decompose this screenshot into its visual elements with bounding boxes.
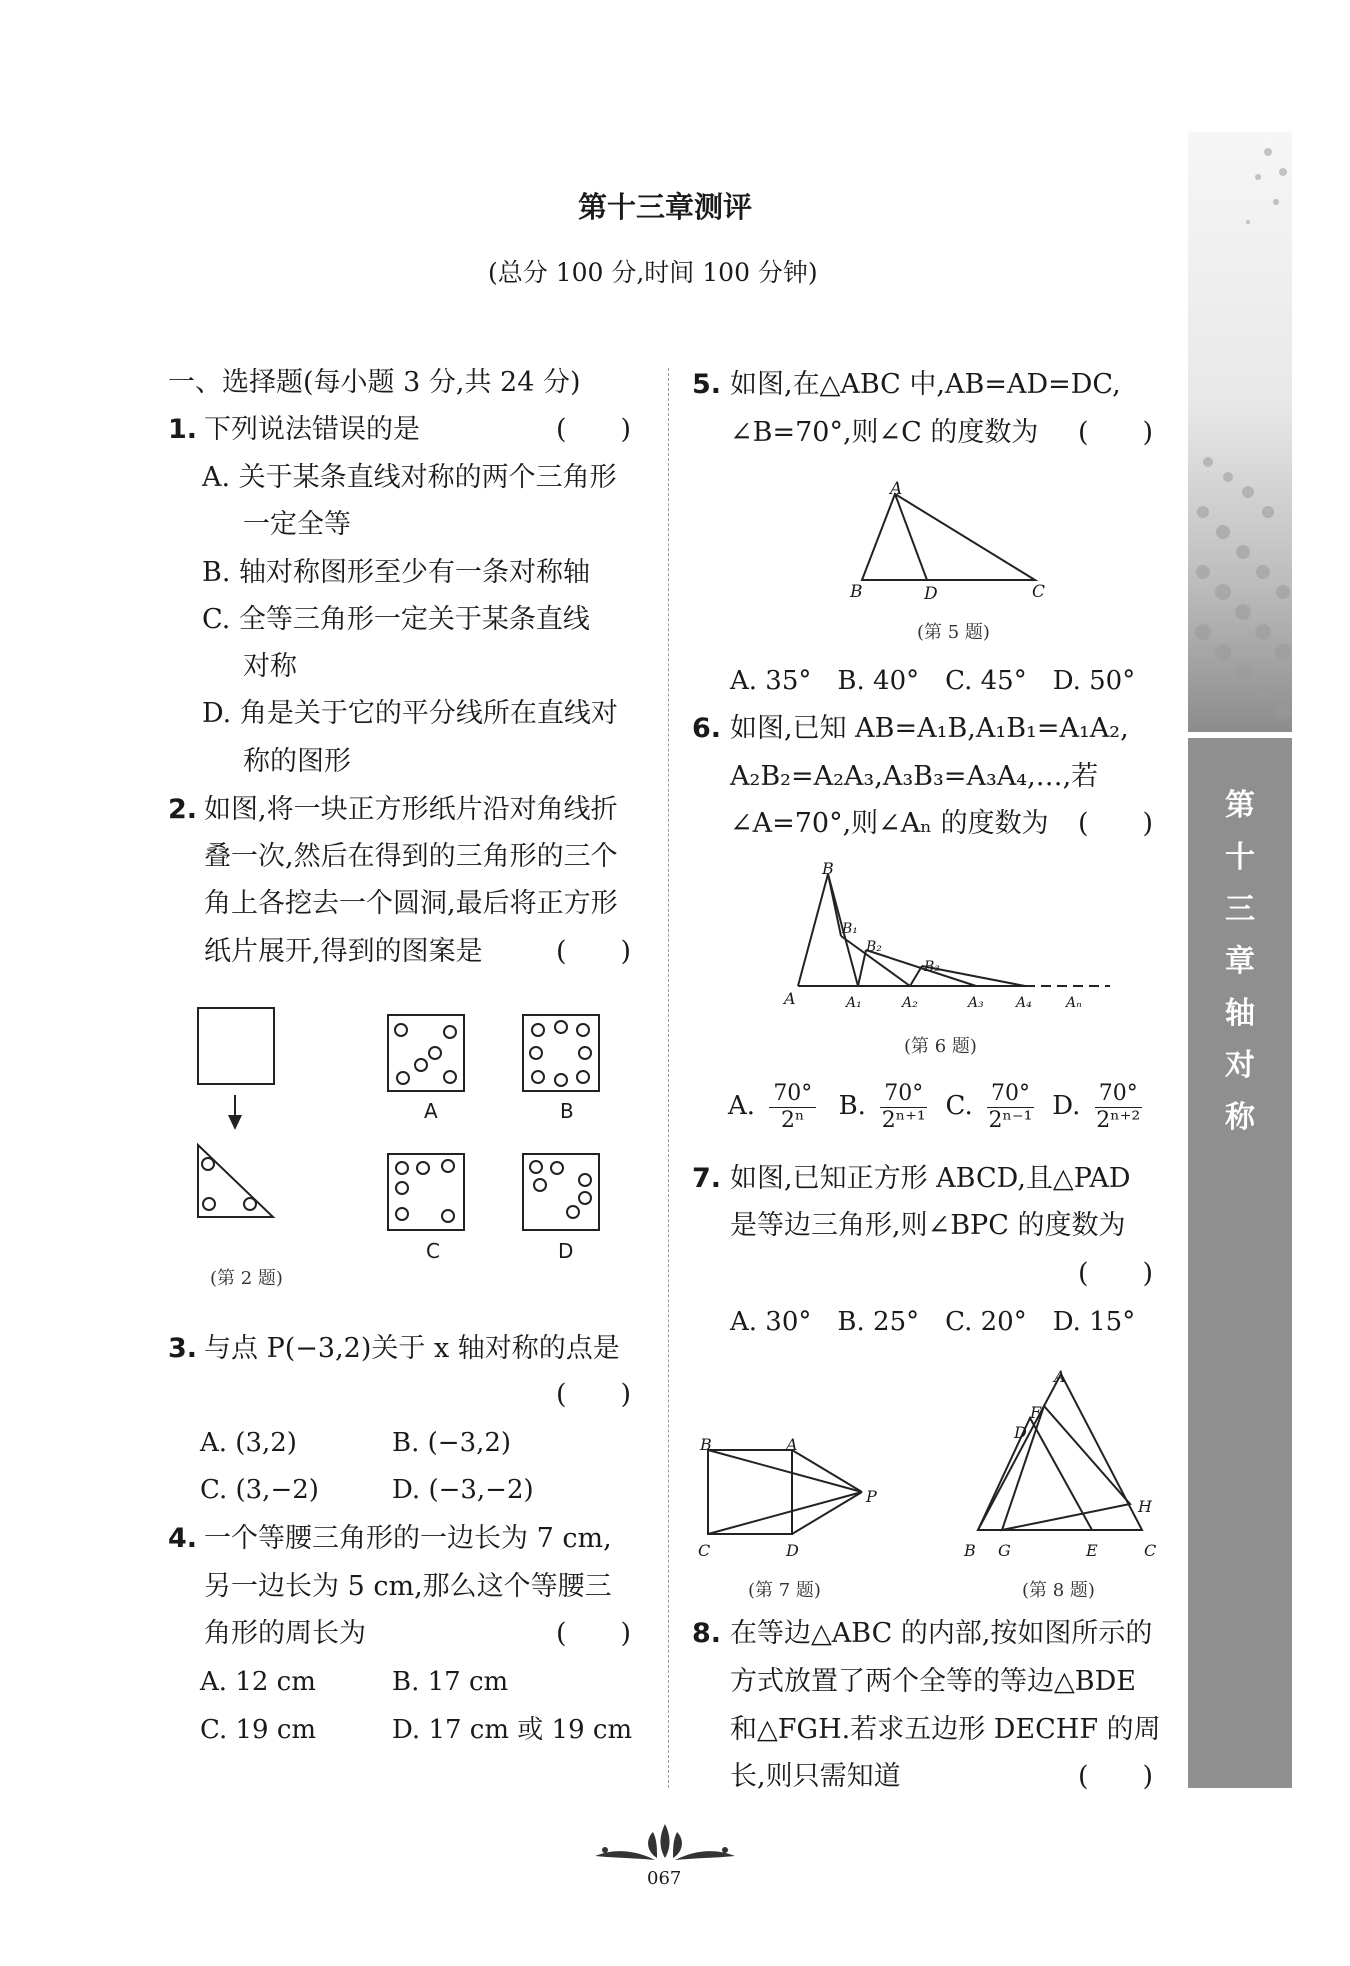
q4-option-a: A. 12 cm <box>200 1667 316 1697</box>
q1-option-b: B. 轴对称图形至少有一条对称轴 <box>202 557 591 588</box>
page-number: 067 <box>647 1868 682 1889</box>
q2-line-2: 叠一次,然后在得到的三角形的三个 <box>204 841 618 872</box>
q1-stem: 下列说法错误的是 <box>204 414 420 445</box>
q6-label-a2: A₂ <box>902 995 918 1011</box>
q5-options: A. 35° B. 40° C. 45° D. 50° <box>730 666 1136 696</box>
q6-option-b-fraction: $\frac{70^\circ}{\text{2ⁿ⁺¹}}$ <box>881 1080 926 1133</box>
q7-line-1: 如图,已知正方形 ABCD,且△PAD <box>730 1163 1131 1194</box>
q4-line-2: 另一边长为 5 cm,那么这个等腰三 <box>204 1571 612 1602</box>
q2-label-b: B <box>560 1099 574 1123</box>
halftone-decoration <box>1188 132 1292 732</box>
q4-option-b: B. 17 cm <box>392 1667 509 1697</box>
q1-number: 1. <box>168 414 198 445</box>
q7-square-abcd <box>708 1450 792 1534</box>
q7-line-2: 是等边三角形,则∠BPC 的度数为 <box>730 1210 1126 1241</box>
q1-option-c: C. 全等三角形一定关于某条直线 <box>202 604 590 635</box>
q5-caption: (第 5 题) <box>917 622 990 643</box>
q2-label-c: C <box>426 1239 440 1263</box>
q5-triangle-abc <box>862 494 1035 580</box>
q6-option-c-label: C. <box>945 1091 973 1121</box>
q1-option-a-cont: 一定全等 <box>243 509 351 540</box>
q3-stem: 与点 P(−3,2)关于 x 轴对称的点是 <box>204 1333 620 1364</box>
q8-label-c: C <box>1144 1541 1157 1560</box>
q5-segment-ad <box>895 494 927 580</box>
q4-line-1: 一个等腰三角形的一边长为 7 cm, <box>204 1523 612 1554</box>
section-heading: 一、选择题(每小题 3 分,共 24 分) <box>168 367 581 398</box>
q6-line-3: ∠A=70°,则∠Aₙ 的度数为 <box>730 808 1049 839</box>
q3-option-b: B. (−3,2) <box>392 1428 512 1458</box>
q4-answer-paren: ( ) <box>556 1618 632 1649</box>
q2-label-d: D <box>558 1239 574 1263</box>
q6-label-b: B <box>822 859 834 878</box>
q3-answer-paren: ( ) <box>556 1379 632 1410</box>
q4-number: 4. <box>168 1523 198 1554</box>
q6-label-a: A <box>784 989 796 1008</box>
column-divider <box>668 368 669 1788</box>
q6-number: 6. <box>692 713 722 744</box>
q7-label-a: A <box>786 1435 798 1454</box>
q6-option-c-fraction: $\frac{70^\circ}{\text{2ⁿ⁻¹}}$ <box>988 1080 1033 1133</box>
q6-label-an: Aₙ <box>1066 995 1082 1011</box>
q8-line-4: 长,则只需知道 <box>730 1761 901 1792</box>
q6-label-a1: A₁ <box>846 995 862 1011</box>
q2-square <box>198 1008 274 1084</box>
q1-option-d-cont: 称的图形 <box>243 746 351 777</box>
q8-label-d: D <box>1014 1423 1027 1442</box>
q7-label-b: B <box>700 1435 712 1454</box>
q4-line-3: 角形的周长为 <box>204 1618 366 1649</box>
q6-label-b1: B₁ <box>842 921 858 937</box>
q5-label-a: A <box>890 479 903 499</box>
q7-number: 7. <box>692 1163 722 1194</box>
q5-label-b: B <box>850 582 863 602</box>
q8-line-1: 在等边△ABC 的内部,按如图所示的 <box>730 1618 1153 1649</box>
q8-number: 8. <box>692 1618 722 1649</box>
q6-option-a-fraction: $\frac{70^\circ}{\text{2ⁿ}}$ <box>769 1081 816 1134</box>
q6-caption: (第 6 题) <box>904 1036 977 1057</box>
q2-folded-triangle <box>198 1145 273 1217</box>
q6-line-2: A₂B₂=A₂A₃,A₃B₃=A₃A₄,…,若 <box>730 761 1099 792</box>
q7-label-p: P <box>866 1487 877 1506</box>
footer-ornament <box>585 1818 745 1868</box>
q5-answer-paren: ( ) <box>1078 417 1154 448</box>
q2-answer-paren: ( ) <box>556 936 632 967</box>
q7-label-c: C <box>698 1541 711 1560</box>
q8-label-g: G <box>998 1541 1011 1560</box>
q2-line-3: 角上各挖去一个圆洞,最后将正方形 <box>204 888 618 919</box>
q6-option-d-fraction: $\frac{70^\circ}{\text{2ⁿ⁺²}}$ <box>1096 1080 1141 1133</box>
q5-number: 5. <box>692 369 722 400</box>
q8-label-b: B <box>964 1541 976 1560</box>
q6-label-b3: B₃ <box>924 959 940 975</box>
q1-answer-paren: ( ) <box>556 414 632 445</box>
q2-label-a: A <box>424 1099 438 1123</box>
q4-option-c: C. 19 cm <box>200 1715 317 1745</box>
q7-caption: (第 7 题) <box>748 1580 821 1601</box>
q8-label-f: F <box>1030 1403 1042 1422</box>
q8-line-3: 和△FGH.若求五边形 DECHF 的周 <box>730 1714 1161 1745</box>
q4-option-d: D. 17 cm 或 19 cm <box>392 1715 633 1745</box>
q8-line-2: 方式放置了两个全等的等边△BDE <box>730 1666 1136 1697</box>
q7-label-d: D <box>786 1541 799 1560</box>
q6-line-1: 如图,已知 AB=A₁B,A₁B₁=A₁A₂, <box>730 713 1129 744</box>
q6-options <box>728 1076 1168 1136</box>
q7-options: A. 30° B. 25° C. 20° D. 15° <box>730 1307 1136 1337</box>
q8-answer-paren: ( ) <box>1078 1761 1154 1792</box>
q6-option-d-label: D. <box>1052 1091 1081 1121</box>
q6-option-a-label: A. <box>728 1091 756 1121</box>
side-tab-label: 第十三章 轴对称 <box>1225 788 1255 1135</box>
q2-number: 2. <box>168 794 198 825</box>
q2-line-4: 纸片展开,得到的图案是 <box>204 936 483 967</box>
q8-label-a: A <box>1054 1367 1066 1386</box>
q6-label-a3: A₃ <box>968 995 984 1011</box>
q5-label-c: C <box>1032 582 1046 602</box>
page-subtitle: (总分 100 分,时间 100 分钟) <box>488 258 818 287</box>
q1-option-a: A. 关于某条直线对称的两个三角形 <box>202 462 617 493</box>
q3-option-a: A. (3,2) <box>200 1428 297 1458</box>
q7-answer-paren: ( ) <box>1078 1258 1154 1289</box>
q2-caption: (第 2 题) <box>210 1268 283 1289</box>
page-title: 第十三章测评 <box>578 190 753 224</box>
q8-label-h: H <box>1138 1497 1152 1516</box>
q6-answer-paren: ( ) <box>1078 808 1154 839</box>
q2-line-1: 如图,将一块正方形纸片沿对角线折 <box>204 794 618 825</box>
q8-label-e: E <box>1086 1541 1098 1560</box>
q3-number: 3. <box>168 1333 198 1364</box>
q5-label-d: D <box>924 584 938 604</box>
q3-option-d: D. (−3,−2) <box>392 1475 534 1505</box>
q5-line-1: 如图,在△ABC 中,AB=AD=DC, <box>730 369 1121 400</box>
q1-option-c-cont: 对称 <box>243 651 297 682</box>
q8-caption: (第 8 题) <box>1022 1580 1095 1601</box>
q6-label-b2: B₂ <box>866 939 882 955</box>
side-tab-pattern <box>1188 132 1292 732</box>
q1-option-d: D. 角是关于它的平分线所在直线对 <box>202 698 618 729</box>
q6-label-a4: A₄ <box>1016 995 1032 1011</box>
q6-option-b-label: B. <box>838 1091 866 1121</box>
q3-option-c: C. (3,−2) <box>200 1475 319 1505</box>
q5-line-2: ∠B=70°,则∠C 的度数为 <box>730 417 1039 448</box>
